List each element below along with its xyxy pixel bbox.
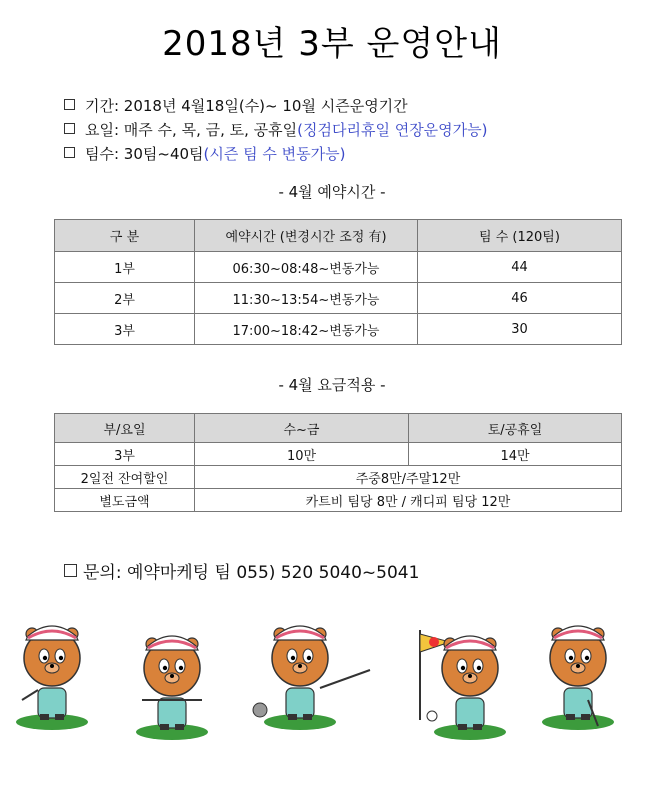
- table-row: [55, 443, 622, 466]
- bear-character-1: [16, 626, 88, 730]
- reservation-section-title: - 4월 예약시간 -: [278, 183, 386, 201]
- cell-time: 06:30~08:48~변동가능: [195, 252, 418, 283]
- cell-weekday-fee: 10만: [195, 443, 409, 466]
- cell-division: 3부: [55, 314, 195, 345]
- table-row: [55, 252, 622, 283]
- info-teams: [64, 142, 488, 166]
- header-reservation-time: 예약시간 (변경시간 조정 有): [195, 220, 418, 252]
- info-days: [64, 118, 488, 142]
- checkbox-icon: [64, 123, 75, 134]
- reservation-table: [54, 219, 622, 345]
- header-team-count: 팀 수 (120팀): [418, 220, 622, 252]
- days-note: (징검다리휴일 연장운영가능): [297, 121, 488, 139]
- cell-part: 3부: [55, 443, 195, 466]
- cell-discount-label: 2일전 잔여할인: [55, 466, 195, 489]
- teams-note: (시즌 팀 수 변동가능): [203, 145, 346, 163]
- info-period: [64, 94, 488, 118]
- cell-teams: 46: [418, 283, 622, 314]
- cell-teams: 30: [418, 314, 622, 345]
- table-row: [55, 489, 622, 512]
- cell-division: 1부: [55, 252, 195, 283]
- fees-section-title: - 4월 요금적용 -: [278, 376, 386, 394]
- cell-discount-value: 주중8만/주말12만: [195, 466, 622, 489]
- header-weekend: 토/공휴일: [409, 414, 622, 443]
- page-title: 2018년 3부 운영안내: [162, 24, 502, 64]
- contact-text: 문의: 예약마케팅 팀 055) 520 5040~5041: [83, 563, 420, 583]
- cell-division: 2부: [55, 283, 195, 314]
- fees-table: [54, 413, 622, 512]
- cell-extra-label: 별도금액: [55, 489, 195, 512]
- table-row: [55, 314, 622, 345]
- period-text: 기간: 2018년 4월18일(수)~ 10월 시즌운영기간: [85, 97, 408, 115]
- bear-character-3: [253, 626, 370, 730]
- checkbox-icon: [64, 564, 77, 577]
- header-weekday: 수~금: [195, 414, 409, 443]
- bear-character-4: [434, 636, 506, 740]
- bear-character-5: [542, 626, 614, 730]
- table-header-row: [55, 220, 622, 252]
- cell-time: 17:00~18:42~변동가능: [195, 314, 418, 345]
- cell-teams: 44: [418, 252, 622, 283]
- checkbox-icon: [64, 99, 75, 110]
- days-text: 요일: 매주 수, 목, 금, 토, 공휴일: [85, 121, 298, 139]
- cell-extra-value: 카트비 팀당 8만 / 캐디피 팀당 12만: [195, 489, 622, 512]
- info-list: [64, 94, 488, 166]
- cell-weekend-fee: 14만: [409, 443, 622, 466]
- table-row: [55, 466, 622, 489]
- table-header-row: [55, 414, 622, 443]
- checkbox-icon: [64, 147, 75, 158]
- header-part-day: 부/요일: [55, 414, 195, 443]
- header-division: 구 분: [55, 220, 195, 252]
- bear-character-2: [136, 636, 208, 740]
- cell-time: 11:30~13:54~변동가능: [195, 283, 418, 314]
- teams-text: 팀수: 30팀~40팀: [85, 145, 204, 163]
- table-row: [55, 283, 622, 314]
- contact-line: [64, 558, 419, 583]
- golf-characters-illustration: [0, 600, 664, 800]
